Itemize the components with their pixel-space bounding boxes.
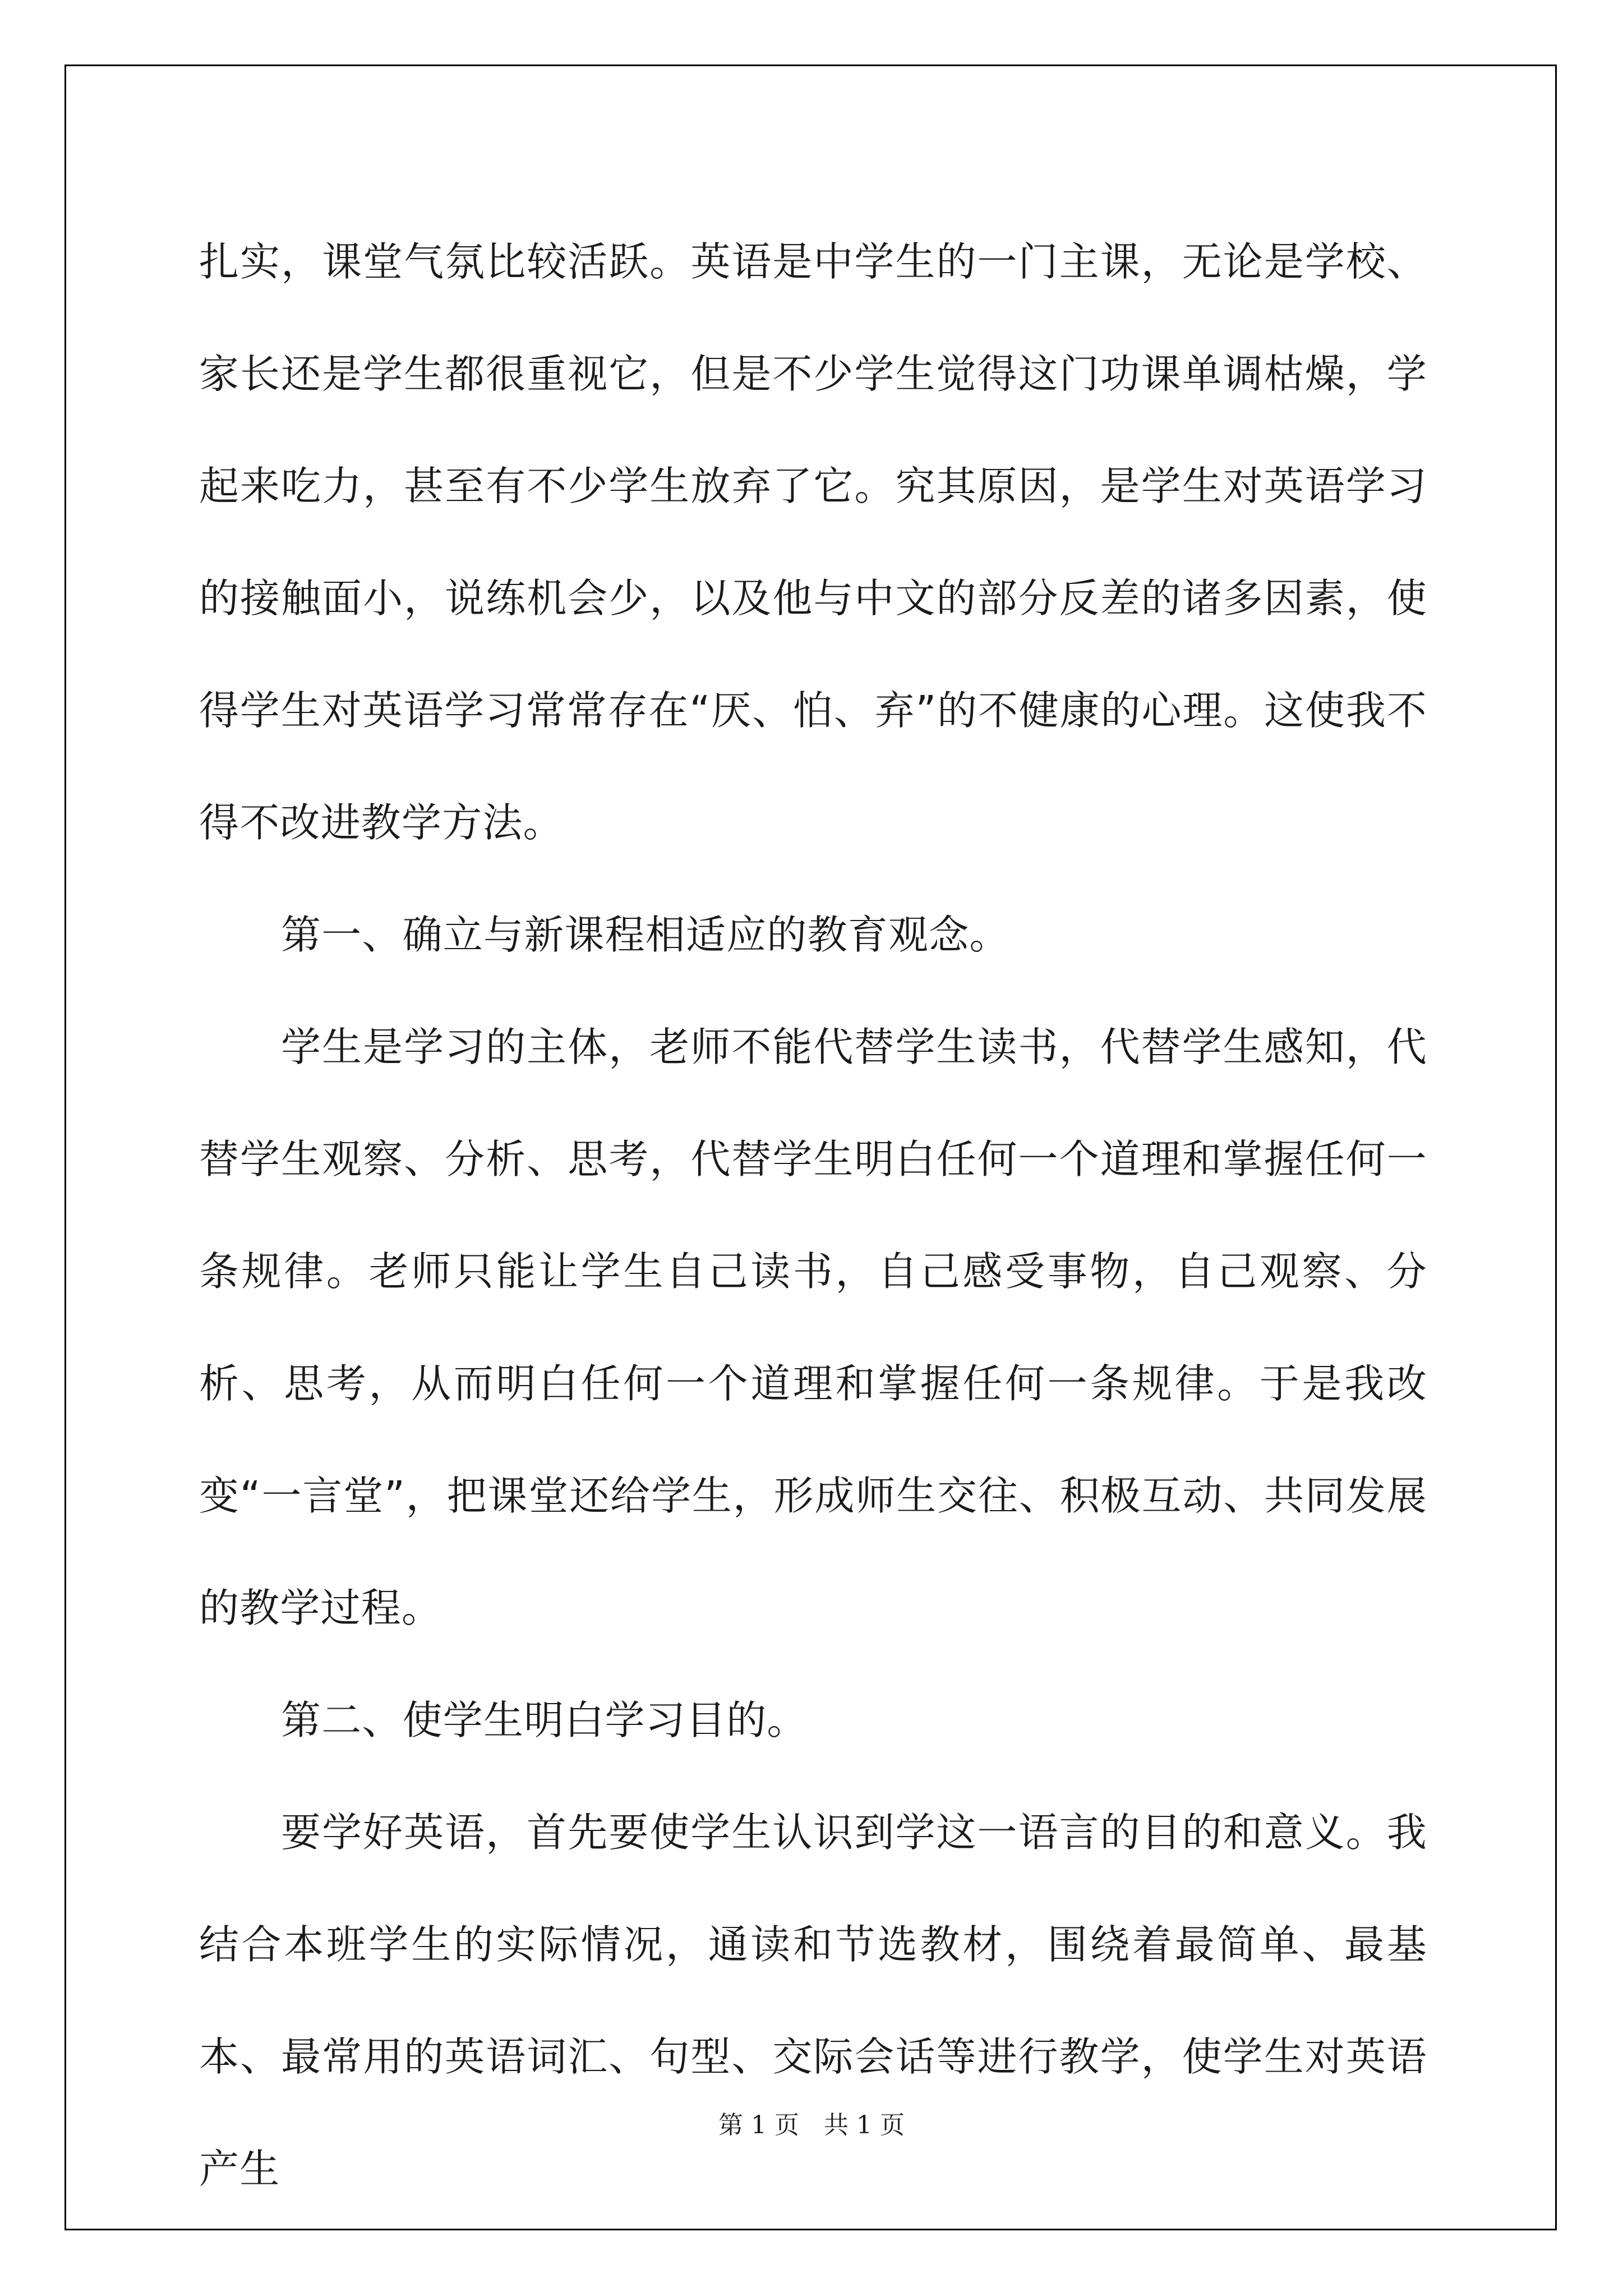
paragraph-student-centered: 学生是学习的主体，老师不能代替学生读书，代替学生感知，代替学生观察、分析、思考，代替学生明白任何一个道理和掌握任何一条规律。老师只能让学生自己读书，自己感受事物，自己观察、分析、思考，从而明白任何一个道理和掌握任何一条规律。于是我改变“一言堂”，把课堂还给学生，形成师生交往、积极互动、共同发展的教学过程。: [199, 1024, 1427, 1631]
page-footer: 第 1 页 共 1 页: [718, 2111, 905, 2139]
section-heading-first: 第一、确立与新课程相适应的教育观念。: [281, 912, 1010, 958]
section-heading-second: 第二、使学生明白学习目的。: [281, 1697, 808, 1743]
document-body: [199, 206, 1427, 2225]
paragraph-intro: 扎实，课堂气氛比较活跃。英语是中学生的一门主课，无论是学校、家长还是学生都很重视它，但是不少学生觉得这门功课单调枯燥，学起来吃力，甚至有不少学生放弃了它。究其原因，是学生对英语学习的接触面小，说练机会少，以及他与中文的部分反差的诸多因素，使得学生对英语学习常常存在“厌、怕、弃”的不健康的心理。这使我不得不改进教学方法。: [199, 238, 1427, 846]
paragraph-learning-purpose: 要学好英语，首先要使学生认识到学这一语言的目的和意义。我结合本班学生的实际情况，通读和节选教材，围绕着最简单、最基本、最常用的英语词汇、句型、交际会话等进行教学，使学生对英语产生: [199, 1809, 1427, 2192]
